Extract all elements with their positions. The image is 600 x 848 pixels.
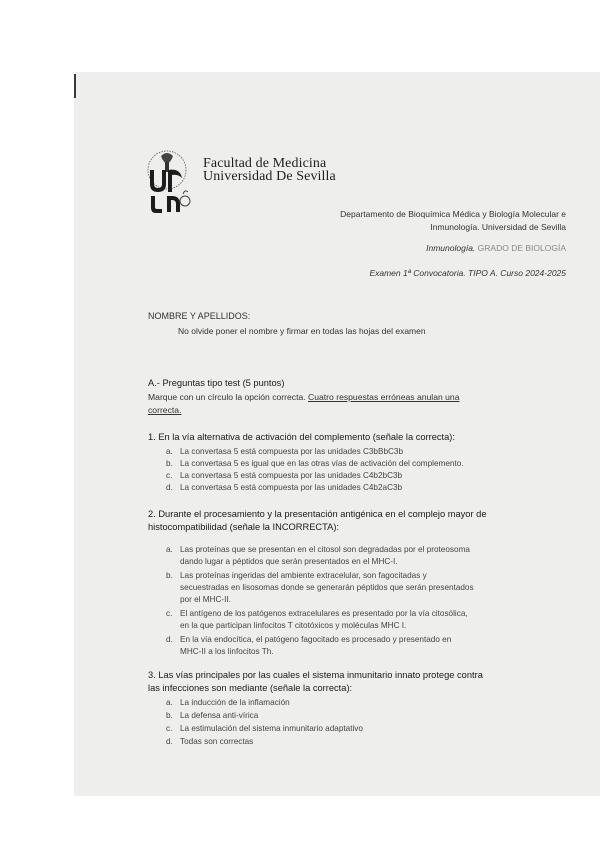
q2-option-d-line-2[interactable]: MHC-II a los linfocitos Th. xyxy=(180,647,274,656)
department-line-1: Departamento de Bioquímica Médica y Biología Molecular e xyxy=(340,209,566,219)
instruction-text: Marque con un círculo la opción correcta. xyxy=(148,392,306,402)
q2-option-c-letter[interactable]: c. xyxy=(166,609,173,618)
section-a-instruction xyxy=(148,392,459,402)
q2-option-a-line-2[interactable]: dando lugar a péptidos que serán presentados en el MHC-I. xyxy=(180,557,398,566)
q3-option-a[interactable]: La inducción de la inflamación xyxy=(180,698,290,707)
q3-option-a-letter[interactable]: a. xyxy=(166,698,173,707)
degree-name: GRADO DE BIOLOGÍA xyxy=(477,243,566,253)
question-1: 1. En la vía alternativa de activación del complemento (señale la correcta): xyxy=(148,432,455,442)
instruction-warning: Cuatro respuestas erróneas anulan una xyxy=(308,392,460,402)
section-a-title: A.- Preguntas tipo test (5 puntos) xyxy=(148,378,285,388)
name-reminder: No olvide poner el nombre y firmar en todas las hojas del examen xyxy=(178,326,426,336)
question-3-line-1: 3. Las vías principales por las cuales el sistema inmunitario innato protege contra xyxy=(148,670,483,680)
question-3-line-2: las infecciones son mediante (señale la correcta): xyxy=(148,683,353,693)
q1-option-a[interactable]: La convertasa 5 está compuesta por las unidades C3bBbC3b xyxy=(180,447,404,456)
q2-option-b-line-3[interactable]: por el MHC-II. xyxy=(180,595,231,604)
q3-option-d-letter[interactable]: d. xyxy=(166,737,173,746)
q2-option-d-line-1[interactable]: En la vía endocítica, el patógeno fagocitado es procesado y presentado en xyxy=(180,635,452,644)
subject-name: Inmunología. xyxy=(426,243,476,253)
q3-option-c-letter[interactable]: c. xyxy=(166,724,173,733)
q1-option-d-letter[interactable]: d. xyxy=(166,483,173,492)
name-label: NOMBRE Y APELLIDOS: xyxy=(148,311,251,321)
university-logo-icon xyxy=(143,146,197,218)
exam-info: Examen 1ª Convocatoria. TIPO A. Curso 2024-2025 xyxy=(369,268,566,278)
q3-option-d[interactable]: Todas son correctas xyxy=(180,737,254,746)
q2-option-b-letter[interactable]: b. xyxy=(166,571,173,580)
q3-option-b[interactable]: La defensa anti-vírica xyxy=(180,711,259,720)
instruction-warning-cont: correcta. xyxy=(148,405,182,415)
q1-option-a-letter[interactable]: a. xyxy=(166,447,173,456)
q1-option-b-letter[interactable]: b. xyxy=(166,459,173,468)
q2-option-d-letter[interactable]: d. xyxy=(166,635,173,644)
q2-option-c-line-2[interactable]: en la que participan linfocitos T citotóxicos y moléculas MHC I. xyxy=(180,621,407,630)
question-2-line-2: histocompatibilidad (señale la INCORRECTA): xyxy=(148,522,339,532)
q2-option-b-line-2[interactable]: secuestradas en lisosomas donde se generarán péptidos que serán presentados xyxy=(180,583,474,592)
faculty-name: Facultad de Medicina xyxy=(203,156,327,171)
q1-option-d[interactable]: La convertasa 5 está compuesta por las unidades C4b2aC3b xyxy=(180,483,403,492)
q3-option-b-letter[interactable]: b. xyxy=(166,711,173,720)
q2-option-c-line-1[interactable]: El antígeno de los patógenos extracelulares es presentado por la vía citosólica, xyxy=(180,609,468,618)
university-name: Universidad De Sevilla xyxy=(203,169,336,184)
q1-option-b[interactable]: La convertasa 5 es igual que en las otras vías de activación del complemento. xyxy=(180,459,464,468)
q1-option-c-letter[interactable]: c. xyxy=(166,471,173,480)
q2-option-a-line-1[interactable]: Las proteínas que se presentan en el citosol son degradadas por el proteosoma xyxy=(180,545,470,554)
q1-option-c[interactable]: La convertasa 5 está compuesta por las unidades C4b2bC3b xyxy=(180,471,403,480)
subject-line xyxy=(426,243,566,253)
question-2-line-1: 2. Durante el procesamiento y la presentación antigénica en el complejo mayor de xyxy=(148,509,487,519)
q3-option-c[interactable]: La estimulación del sistema inmunitario adaptativo xyxy=(180,724,363,733)
q2-option-b-line-1[interactable]: Las proteínas ingeridas del ambiente extracelular, son fagocitadas y xyxy=(180,571,427,580)
page-edge-mark xyxy=(74,74,76,98)
department-line-2: Inmunología. Universidad de Sevilla xyxy=(430,222,566,232)
q2-option-a-letter[interactable]: a. xyxy=(166,545,173,554)
